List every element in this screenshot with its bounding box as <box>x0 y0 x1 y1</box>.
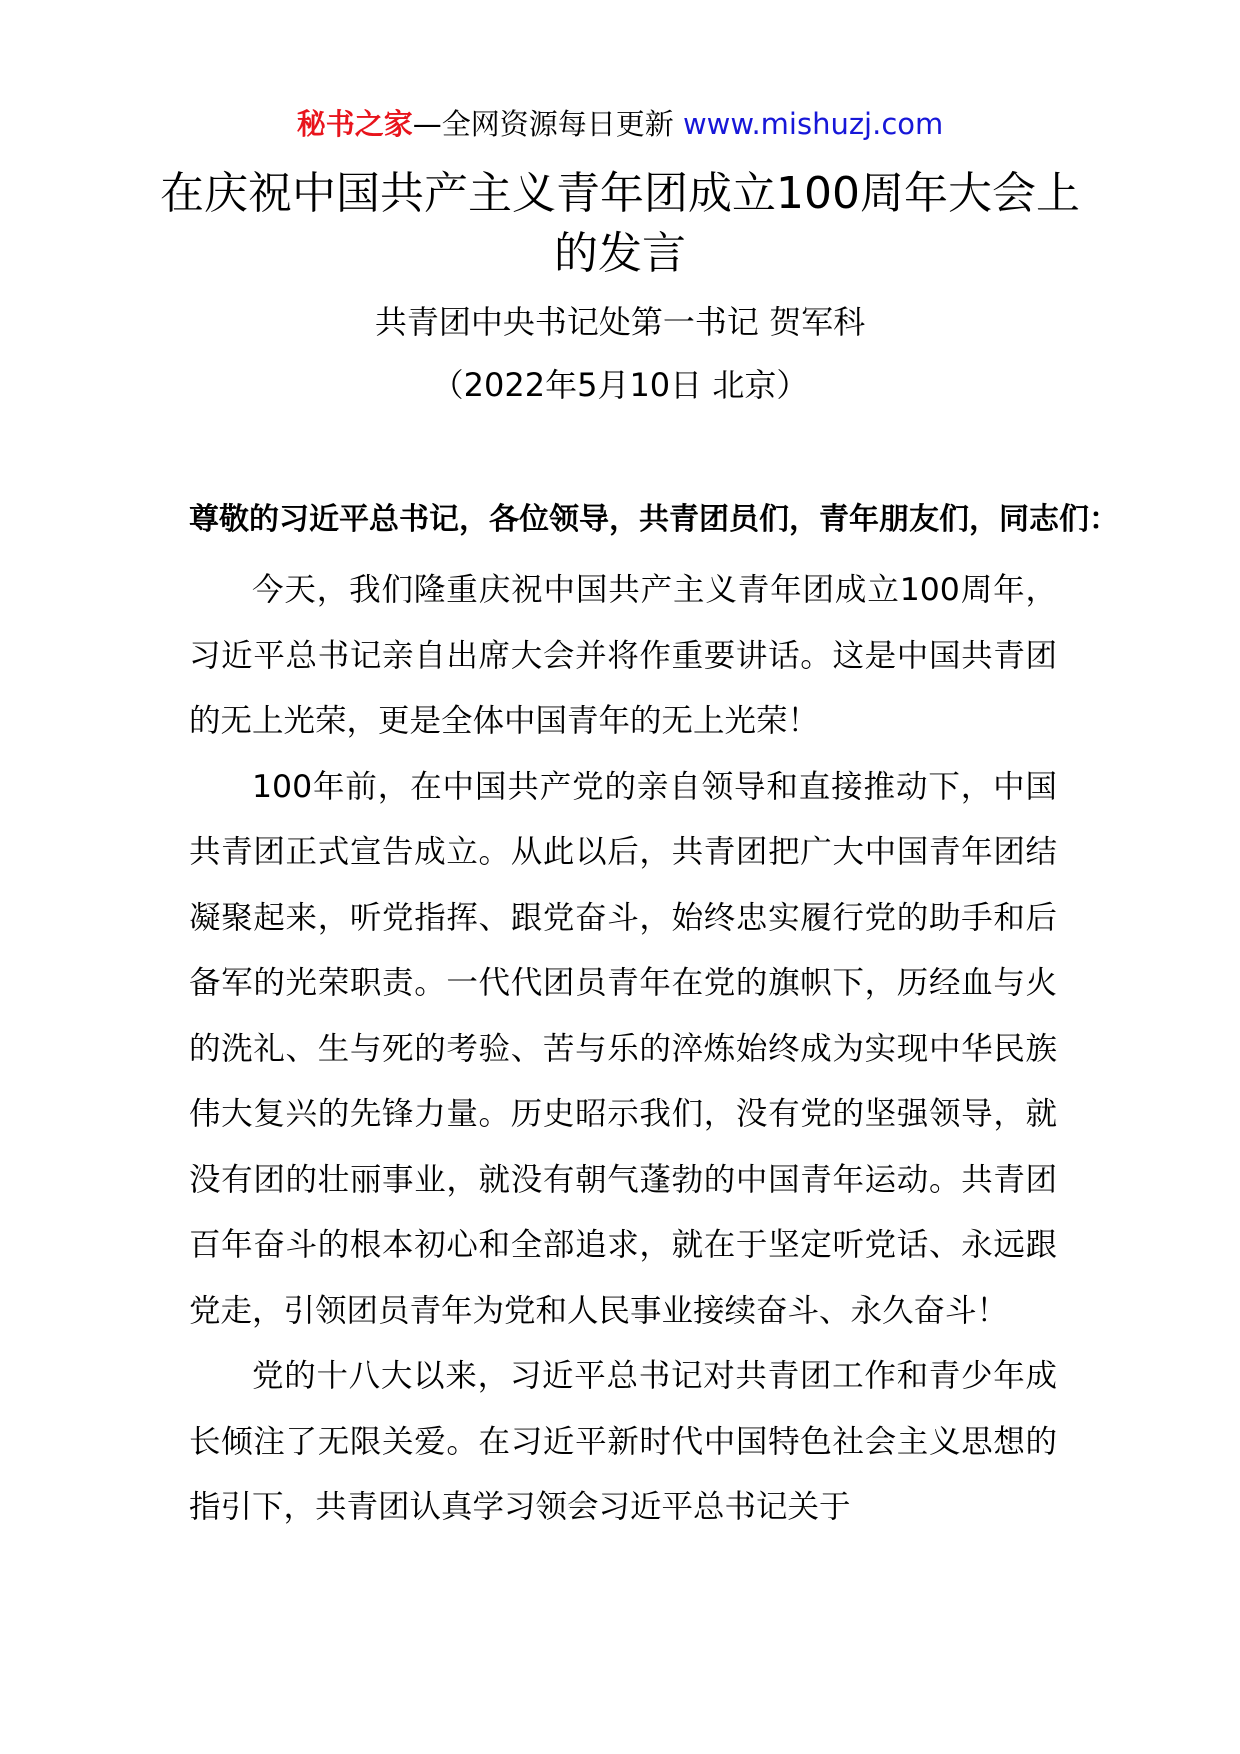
site-url-link[interactable]: www.mishuzj.com <box>682 107 944 141</box>
paragraph: 今天，我们隆重庆祝中国共产主义青年团成立100周年，习近平总书记亲自出席大会并将作重要讲话。这是中国共青团的无上光荣，更是全体中国青年的无上光荣！ <box>189 572 1057 739</box>
document-title: 在庆祝中国共产主义青年团成立100周年大会上的发言 <box>160 168 1080 279</box>
banner-tagline: —全网资源每日更新 <box>412 107 683 141</box>
speech-body <box>189 558 1057 1541</box>
salutation: 尊敬的习近平总书记，各位领导，共青团员们，青年朋友们，同志们： <box>189 502 1119 537</box>
document-date-place: （2022年5月10日 北京） <box>431 366 809 404</box>
document-author: 共青团中央书记处第一书记 贺军科 <box>374 303 866 341</box>
paragraph: 100年前，在中国共产党的亲自领导和直接推动下，中国共青团正式宣告成立。从此以后，共青团把广大中国青年团结凝聚起来，听党指挥、跟党奋斗，始终忠实履行党的助手和后备军的光荣职责。一代代团员青年在党的旗帜下，历经血与火的洗礼、生与死的考验、苦与乐的淬炼始终成为实现中华民族伟大复兴的先锋力量。历史昭示我们，没有党的坚强领导，就没有团的壮丽事业，就没有朝气蓬勃的中国青年运动。共青团百年奋斗的根本初心和全部追求，就在于坚定听党话、永远跟党走，引领团员青年为党和人民事业接续奋斗、永久奋斗！ <box>189 768 1057 1329</box>
brand-name: 秘书之家 <box>296 107 413 141</box>
paragraph: 党的十八大以来，习近平总书记对共青团工作和青少年成长倾注了无限关爱。在习近平新时代中国特色社会主义思想的指引下，共青团认真学习领会习近平总书记关于 <box>189 1358 1057 1525</box>
site-banner <box>0 104 1240 144</box>
